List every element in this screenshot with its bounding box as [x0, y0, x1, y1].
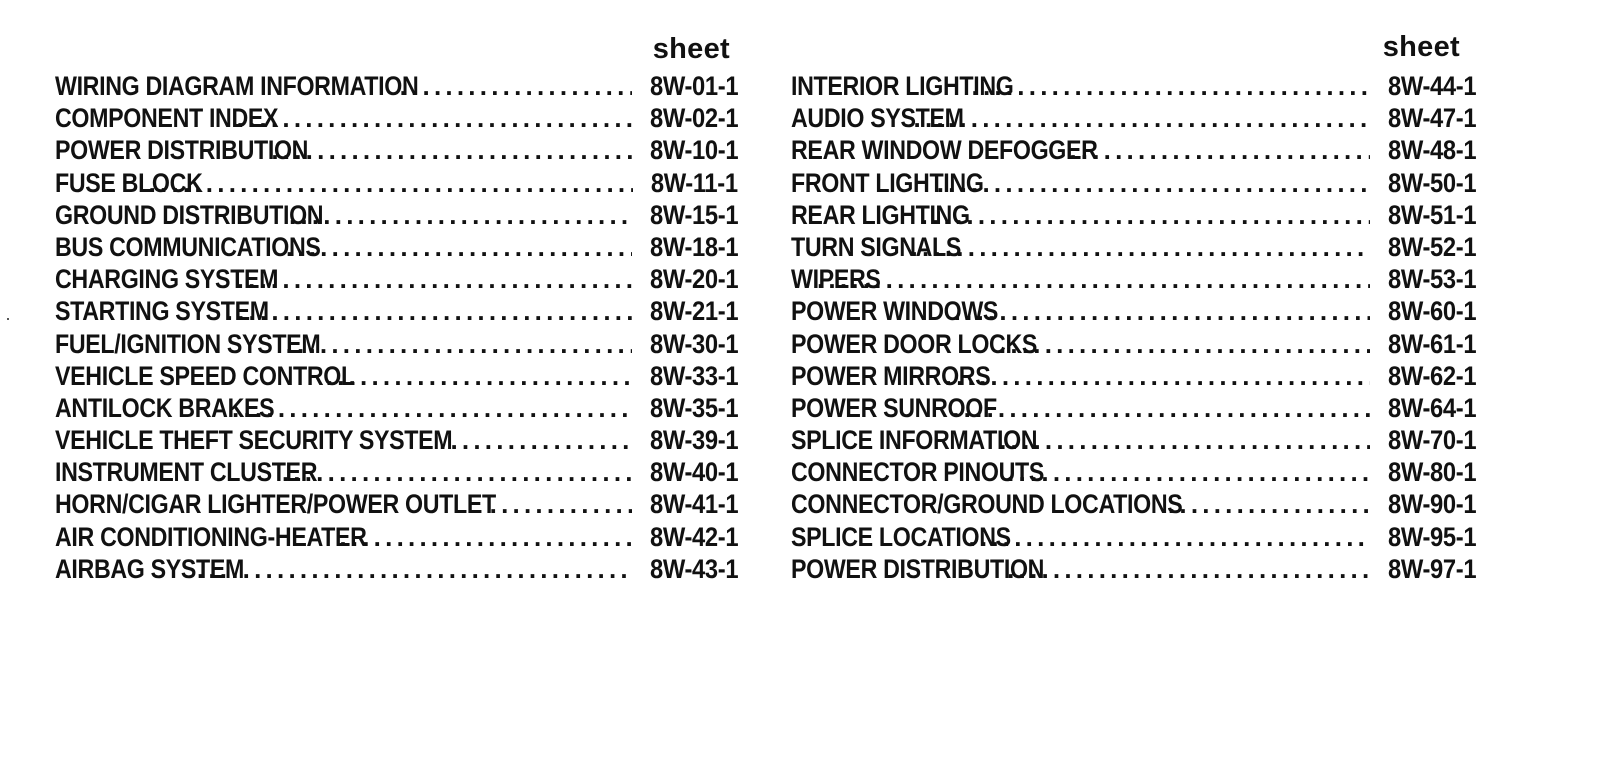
left-toc-list — [55, 70, 738, 585]
right-column-header — [791, 30, 1476, 70]
toc-entry-sheet-number: 8W-80-1 — [1387, 457, 1476, 488]
toc-entry — [791, 392, 1476, 424]
dot-leader — [972, 70, 1370, 102]
dot-leader — [149, 167, 634, 199]
toc-entry-sheet-number: 8W-11-1 — [651, 167, 738, 198]
dot-leader — [197, 553, 632, 585]
toc-entry-title: BUS COMMUNICATIONS — [55, 231, 321, 262]
toc-entry — [55, 102, 738, 134]
dot-leader — [952, 392, 1370, 424]
toc-entry — [791, 70, 1476, 102]
toc-entry — [55, 167, 738, 199]
dot-leader — [921, 199, 1370, 231]
toc-entry-sheet-number: 8W-90-1 — [1387, 489, 1476, 520]
toc-entry — [791, 102, 1476, 134]
toc-entry-sheet-number: 8W-95-1 — [1387, 521, 1476, 552]
right-column — [791, 30, 1476, 585]
toc-entry — [791, 488, 1476, 520]
toc-entry — [55, 328, 738, 360]
toc-entry-title: REAR WINDOW DEFOGGER — [791, 135, 1098, 166]
toc-entry — [791, 456, 1476, 488]
toc-entry — [55, 553, 738, 585]
dot-leader — [237, 102, 632, 134]
toc-entry-title: POWER DISTRIBUTION — [791, 553, 1045, 584]
toc-entry-title: REAR LIGHTING — [791, 199, 970, 230]
toc-entry-sheet-number: 8W-51-1 — [1387, 199, 1476, 230]
dot-leader — [237, 263, 632, 295]
toc-entry — [791, 134, 1476, 166]
toc-entry-sheet-number: 8W-39-1 — [649, 425, 738, 456]
toc-entry-title: WIRING DIAGRAM INFORMATION — [55, 71, 419, 101]
toc-entry-title: STARTING SYSTEM — [55, 296, 269, 327]
toc-entry-title: HORN/CIGAR LIGHTER/POWER OUTLET — [55, 489, 496, 520]
toc-entry-sheet-number: 8W-52-1 — [1387, 231, 1476, 262]
toc-entry — [55, 521, 738, 553]
dot-leader — [817, 263, 1370, 295]
toc-entry-title: INSTRUMENT CLUSTER — [55, 457, 318, 488]
toc-entry-sheet-number: 8W-48-1 — [1387, 135, 1476, 166]
toc-entry-title: ANTILOCK BRAKES — [55, 392, 275, 423]
toc-entry-title: TURN SIGNALS — [791, 231, 962, 262]
toc-entry — [791, 521, 1476, 553]
dot-leader — [1168, 488, 1370, 520]
toc-entry-title: AIRBAG SYSTEM — [55, 553, 245, 584]
toc-entry-sheet-number: 8W-15-1 — [649, 199, 738, 230]
toc-entry-sheet-number: 8W-61-1 — [1387, 328, 1476, 359]
toc-entry-sheet-number: 8W-47-1 — [1387, 103, 1476, 134]
toc-entry-sheet-number: 8W-62-1 — [1387, 360, 1476, 391]
toc-entry-title: WIPERS — [791, 264, 881, 295]
dot-leader — [286, 328, 632, 360]
toc-entry-sheet-number: 8W-35-1 — [649, 392, 738, 423]
toc-entry-title: CONNECTOR/GROUND LOCATIONS — [791, 489, 1183, 520]
toc-entry — [55, 199, 738, 231]
dot-leader — [400, 70, 632, 102]
toc-entry-sheet-number: 8W-02-1 — [649, 103, 738, 134]
dot-leader — [937, 167, 1370, 199]
toc-entry-sheet-number: 8W-18-1 — [649, 231, 738, 262]
toc-entry — [791, 360, 1476, 392]
toc-entry-title: FUEL/IGNITION SYSTEM — [55, 328, 321, 359]
toc-entry — [791, 328, 1476, 360]
dot-leader — [999, 424, 1370, 456]
toc-entry — [55, 70, 738, 102]
toc-entry-sheet-number: 8W-10-1 — [649, 135, 738, 166]
dot-leader — [911, 231, 1370, 263]
toc-entry-title: CHARGING SYSTEM — [55, 264, 279, 295]
dot-leader — [968, 521, 1369, 553]
toc-entry-sheet-number: 8W-40-1 — [649, 457, 738, 488]
toc-entry-sheet-number: 8W-21-1 — [649, 296, 738, 327]
toc-entry-title: VEHICLE SPEED CONTROL — [55, 360, 355, 391]
toc-entry — [55, 231, 738, 263]
left-column — [55, 30, 738, 585]
toc-entry — [55, 424, 738, 456]
toc-entry-sheet-number: 8W-33-1 — [649, 360, 738, 391]
toc-entry-title: AUDIO SYSTEM — [791, 103, 964, 134]
toc-entry — [791, 263, 1476, 295]
sheet-column-label: sheet — [1382, 31, 1460, 63]
toc-entry — [791, 295, 1476, 327]
toc-entry — [791, 231, 1476, 263]
toc-entry — [791, 167, 1476, 199]
sheet-column-label: sheet — [652, 33, 730, 65]
toc-entry-sheet-number: 8W-53-1 — [1387, 264, 1476, 295]
dot-leader — [1007, 553, 1370, 585]
toc-entry-sheet-number: 8W-43-1 — [649, 553, 738, 584]
toc-entry — [791, 553, 1476, 585]
toc-entry-sheet-number: 8W-30-1 — [649, 328, 738, 359]
toc-entry-sheet-number: 8W-41-1 — [649, 489, 738, 520]
dot-leader — [286, 231, 632, 263]
dot-leader — [954, 295, 1370, 327]
toc-entry-sheet-number: 8W-70-1 — [1387, 425, 1476, 456]
dot-leader — [326, 360, 632, 392]
dot-leader — [271, 134, 631, 166]
dot-leader — [1069, 134, 1369, 166]
toc-entry-sheet-number: 8W-44-1 — [1387, 71, 1476, 101]
toc-entry-title: POWER DOOR LOCKS — [791, 328, 1038, 359]
dot-leader — [226, 295, 632, 327]
toc-entry — [55, 134, 738, 166]
toc-entry-title: AIR CONDITIONING-HEATER — [55, 521, 367, 552]
toc-entry-title: FUSE BLOCK — [55, 167, 203, 198]
toc-entry-sheet-number: 8W-42-1 — [649, 521, 738, 552]
toc-entry-title: CONNECTOR PINOUTS — [791, 457, 1045, 488]
dot-leader — [439, 424, 632, 456]
toc-entry-title: FRONT LIGHTING — [791, 167, 984, 198]
toc-entry — [55, 295, 738, 327]
dot-leader — [339, 521, 631, 553]
toc-entry-sheet-number: 8W-01-1 — [649, 71, 738, 101]
left-column-header — [55, 30, 738, 70]
toc-entry-sheet-number: 8W-97-1 — [1387, 553, 1476, 584]
dot-leader — [945, 360, 1370, 392]
toc-entry-title: SPLICE LOCATIONS — [791, 521, 1011, 552]
toc-entry-sheet-number: 8W-64-1 — [1387, 392, 1476, 423]
toc-entry — [55, 360, 738, 392]
toc-entry — [55, 392, 738, 424]
toc-entry-sheet-number: 8W-20-1 — [649, 264, 738, 295]
toc-entry-sheet-number: 8W-50-1 — [1387, 167, 1476, 198]
toc-entry-title: COMPONENT INDEX — [55, 103, 279, 134]
dot-leader — [289, 199, 632, 231]
dot-leader — [1007, 456, 1370, 488]
toc-entry — [791, 199, 1476, 231]
dot-leader — [914, 102, 1370, 134]
toc-entry-sheet-number: 8W-60-1 — [1387, 296, 1476, 327]
dot-leader — [999, 328, 1370, 360]
toc-entry-title: POWER DISTRIBUTION — [55, 135, 309, 166]
toc-entry — [55, 456, 738, 488]
toc-entry-title: POWER MIRRORS — [791, 360, 991, 391]
toc-entry-title: POWER SUNROOF — [791, 392, 997, 423]
toc-entry-title: POWER WINDOWS — [791, 296, 999, 327]
right-toc-list — [791, 70, 1476, 585]
dot-leader — [490, 488, 632, 520]
toc-entry — [791, 424, 1476, 456]
toc-entry-title: GROUND DISTRIBUTION — [55, 199, 324, 230]
dot-leader — [232, 392, 632, 424]
toc-entry-title: INTERIOR LIGHTING — [791, 71, 1014, 101]
toc-entry-title: SPLICE INFORMATION — [791, 425, 1038, 456]
stray-scan-mark — [7, 318, 9, 320]
toc-entry — [55, 263, 738, 295]
toc-entry-title: VEHICLE THEFT SECURITY SYSTEM — [55, 425, 453, 456]
dot-leader — [282, 456, 632, 488]
toc-entry — [55, 488, 738, 520]
